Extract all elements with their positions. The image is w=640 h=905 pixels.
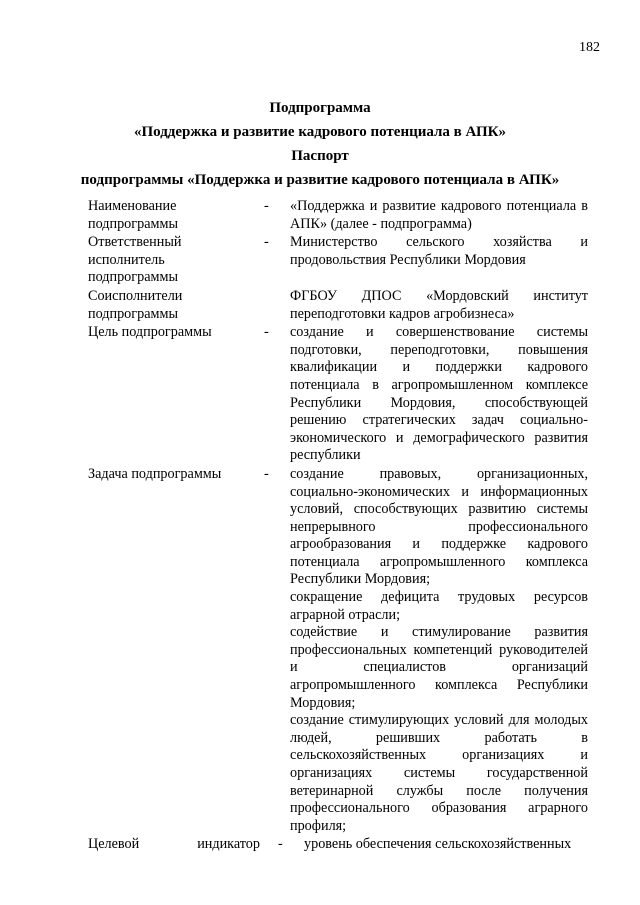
row-label-line: подпрограммы — [88, 269, 178, 286]
row-label-line: подпрограммы — [88, 305, 178, 322]
row-label-line: Наименование — [88, 198, 177, 214]
row-label-word: индикатор — [197, 836, 260, 853]
row-indicator — [88, 836, 588, 854]
row-content — [290, 466, 588, 835]
row-label-line: Соисполнители — [88, 287, 183, 304]
row-content: создание и совершенствование системы подготовки, переподготовки, повышения квалификации и поддержки кадрового потенциала в агропромышленном комплексе Республики Мордовия, способствующей решению стратегических задач социально-экономического и демографического развития республики — [290, 324, 588, 464]
row-content: «Поддержка и развитие кадрового потенциала в АПК» (далее - подпрограмма) — [290, 198, 588, 232]
row-name — [88, 198, 588, 233]
document-header — [0, 96, 640, 192]
row-dash: - — [264, 324, 269, 341]
passport-title: подпрограммы «Поддержка и развитие кадрового потенциала в АПК» — [80, 172, 560, 188]
row-label — [88, 836, 274, 854]
row-label — [88, 198, 260, 233]
row-dash: - — [264, 198, 269, 214]
row-dash — [260, 288, 290, 323]
row-label — [88, 288, 260, 323]
row-task — [88, 466, 588, 835]
row-goal — [88, 324, 588, 465]
task-paragraph: содействие и стимулирование развития профессиональных компетенций руководителей и специалистов организаций агропромышленного комплекса Республики Мордовия; — [290, 624, 588, 711]
passport-table — [88, 198, 588, 854]
row-label-line: подпрограммы — [88, 215, 178, 232]
page-number: 182 — [579, 40, 600, 55]
row-dash: - — [264, 465, 269, 482]
row-label-line: исполнитель — [88, 251, 165, 268]
task-paragraph: создание правовых, организационных, социально-экономических и информационных условий, способствующих развитию системы непрерывного профессионального агрообразования и поддержке кадрового потенциала агропромышленного комплекса Республики Мордовия; — [290, 465, 588, 588]
row-content: уровень обеспечения сельскохозяйственных — [304, 836, 572, 853]
row-content: ФГБОУ ДПОС «Мордовский институт переподготовки кадров агробизнеса» — [290, 287, 588, 322]
row-content: Министерство сельского хозяйства и продовольствия Республики Мордовия — [290, 234, 588, 268]
row-label: Задача подпрограммы — [88, 465, 222, 482]
passport-heading: Паспорт — [291, 148, 349, 164]
subprogram-heading: Подпрограмма — [269, 100, 371, 116]
row-coexecutors — [88, 288, 588, 323]
row-label: Цель подпрограммы — [88, 324, 212, 341]
task-paragraph: создание стимулирующих условий для молодых людей, решивших работать в сельскохозяйственных организациях и организациях системы государственной ветеринарной службы после получения профессионального образования аграрного профиля; — [290, 712, 588, 834]
row-label-line: Ответственный — [88, 234, 182, 251]
row-responsible — [88, 234, 588, 287]
row-label-word: Целевой — [88, 836, 140, 853]
subprogram-title: «Поддержка и развитие кадрового потенциала в АПК» — [133, 124, 507, 140]
row-dash: - — [278, 836, 283, 853]
row-dash: - — [264, 234, 269, 251]
row-label — [88, 234, 260, 287]
task-paragraph: сокращение дефицита трудовых ресурсов аграрной отрасли; — [290, 589, 588, 623]
